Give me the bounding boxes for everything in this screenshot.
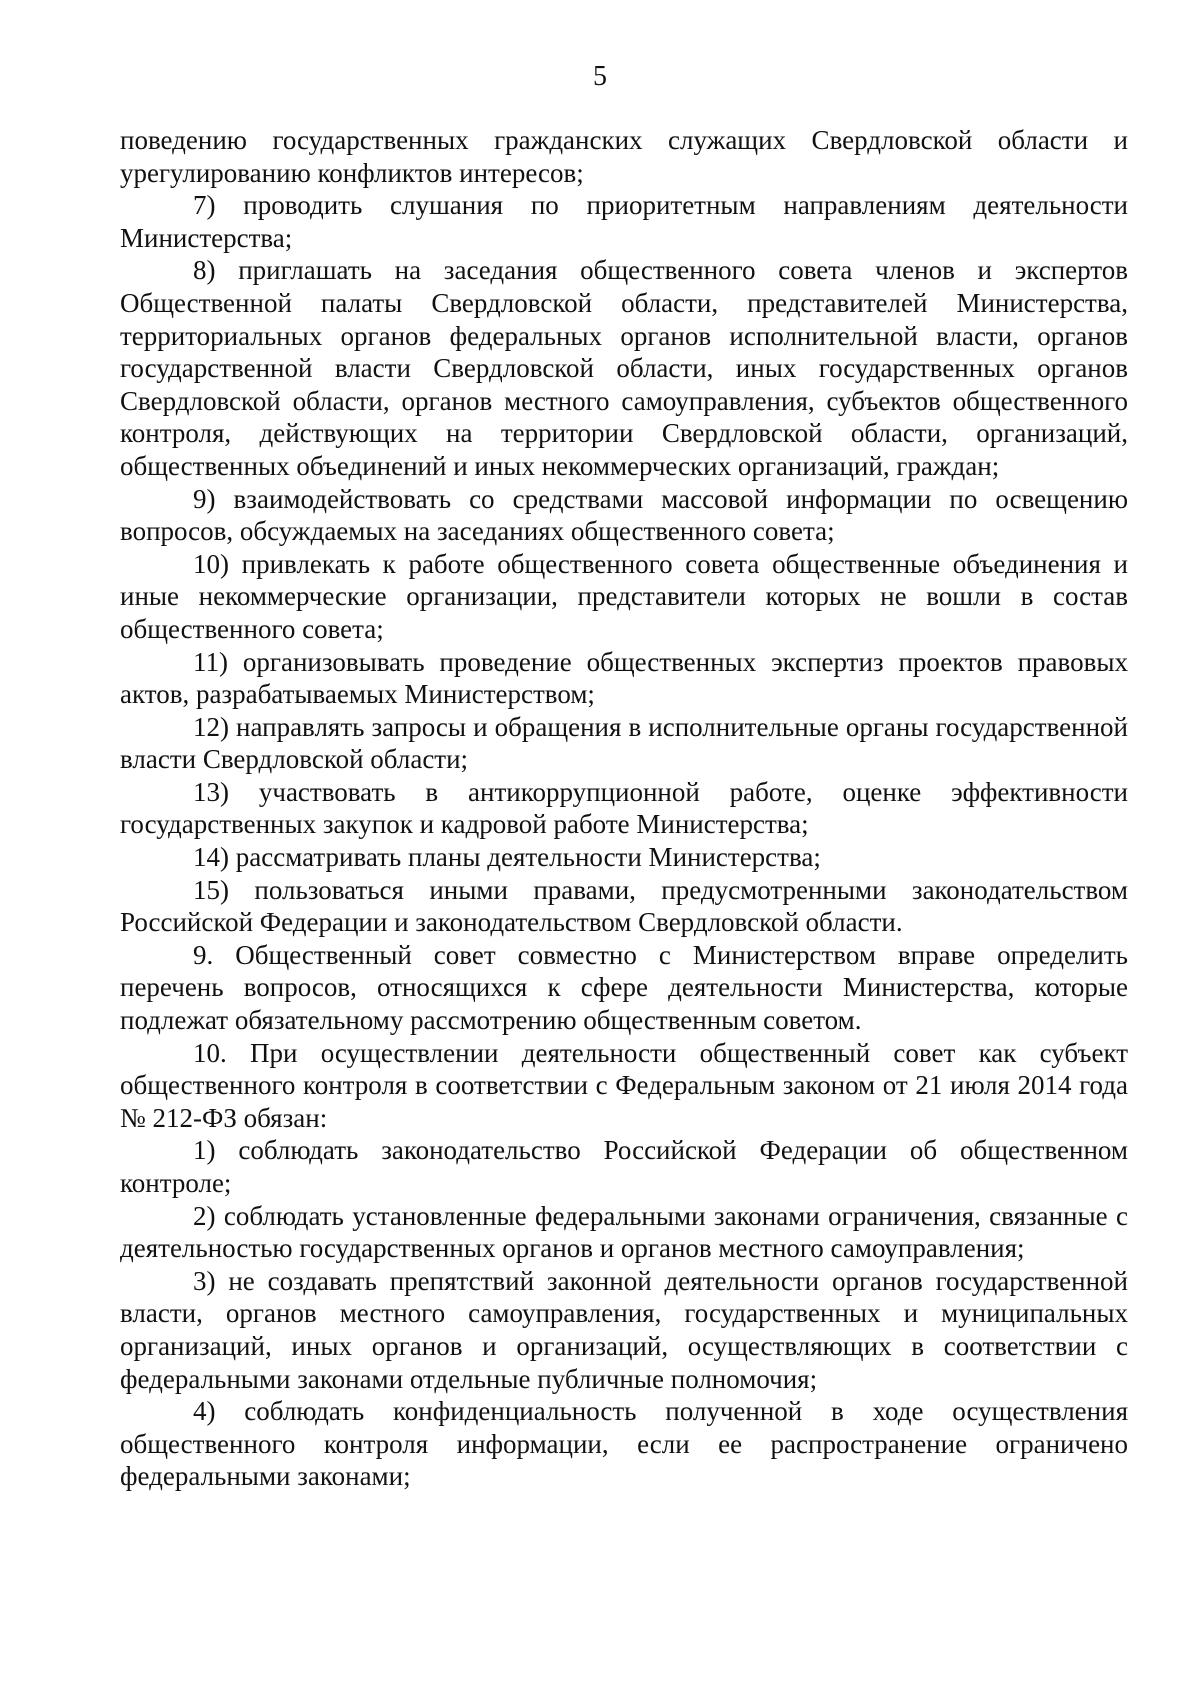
list-item-8: 8) приглашать на заседания общественного совета членов и экспертов Общественной палаты Свердловской области, представителей Министерства, территориальных органов федеральных органов исполнительной власти, органов государственной власти Свердловской области, иных государственных органов Свердловской области, органов местного самоуправления, субъектов общественного контроля, действующих на территории Свердловской области, организаций, общественных объединений и иных некоммерческих организаций, граждан; [120,255,1128,481]
obligation-item-2: 2) соблюдать установленные федеральными законами ограничения, связанные с деятельностью государственных органов и органов местного самоуправления; [120,1200,1128,1264]
clause-10: 10. При осуществлении деятельности общественный совет как субъект общественного контроля в соответствии с Федеральным законом от 21 июля 2014 года № 212-ФЗ обязан: [120,1037,1128,1133]
list-item-10: 10) привлекать к работе общественного совета общественные объединения и иные некоммерческие организации, представители которых не вошли в состав общественного совета; [120,548,1128,644]
list-item-13: 13) участвовать в антикоррупционной работе, оценке эффективности государственных закупок и кадровой работе Министерства; [120,776,1128,840]
paragraph-continuation: поведению государственных гражданских служащих Свердловской области и урегулированию конфликтов интересов; [120,125,1128,188]
list-item-11: 11) организовывать проведение общественных экспертиз проектов правовых актов, разрабатываемых Министерством; [120,646,1128,710]
obligation-item-3: 3) не создавать препятствий законной деятельности органов государственной власти, органов местного самоуправления, государственных и муниципальных организаций, иных органов и организаций, осуществляющих в соответствии с федеральными законами отдельные публичные полномочия; [120,1265,1128,1394]
list-item-14: 14) рассматривать планы деятельности Министерства; [193,842,821,873]
list-item-9: 9) взаимодействовать со средствами массовой информации по освещению вопросов, обсуждаемых на заседаниях общественного совета; [120,483,1128,547]
obligation-item-1: 1) соблюдать законодательство Российской Федерации об общественном контроле; [120,1135,1128,1198]
document-body [120,124,1128,1493]
list-item-15: 15) пользоваться иными правами, предусмотренными законодательством Российской Федерации и законодательством Свердловской области. [120,874,1128,938]
obligation-item-4: 4) соблюдать конфиденциальность полученной в ходе осуществления общественного контроля информации, если ее распространение ограничено федеральными законами; [120,1396,1128,1492]
clause-9: 9. Общественный совет совместно с Министерством вправе определить перечень вопросов, относящихся к сфере деятельности Министерства, которые подлежат обязательному рассмотрению общественным советом. [120,939,1128,1036]
page-number: 5 [593,61,607,92]
list-item-12: 12) направлять запросы и обращения в исполнительные органы государственной власти Свердловской области; [120,711,1128,775]
list-item-7: 7) проводить слушания по приоритетным направлениям деятельности Министерства; [120,190,1128,253]
